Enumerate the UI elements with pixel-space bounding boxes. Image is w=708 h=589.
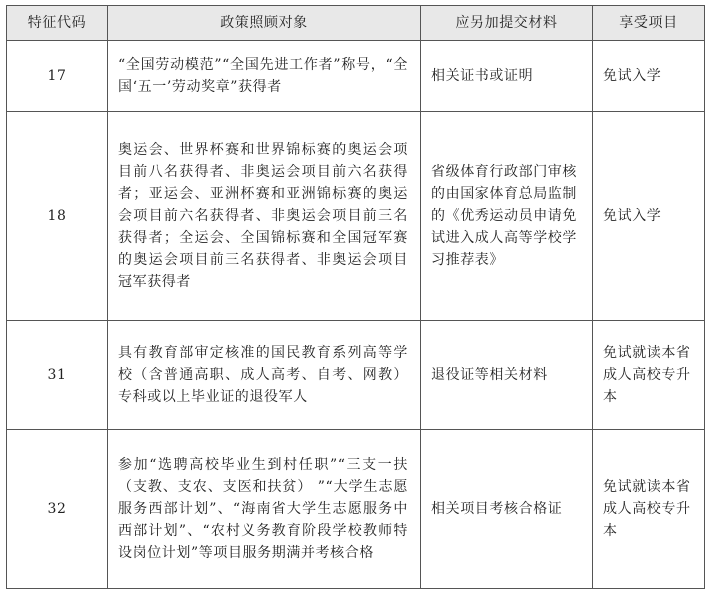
row-materials: 相关证书或证明: [421, 41, 593, 112]
row-object: 奥运会、世界杯赛和世界锦标赛的奥运会项目前八名获得者、非奥运会项目前六名获得者；亚运会、亚洲杯赛和亚洲锦标赛的奥运会项目前六名获得者、非奥运会项目前三名获得者；全运会、全国锦标赛和全国冠军赛的奥运会项目前三名获得者、非奥运会项目冠军获得者: [108, 112, 421, 321]
row-code: 18: [7, 112, 108, 321]
header-materials: 应另加提交材料: [421, 6, 593, 41]
row-benefit: 免试入学: [593, 41, 705, 112]
table-row: [7, 41, 705, 112]
header-code: 特征代码: [7, 6, 108, 41]
table-row: [7, 112, 705, 321]
table-row: [7, 321, 705, 430]
header-object: 政策照顾对象: [108, 6, 421, 41]
table-row: [7, 430, 705, 589]
row-object: “全国劳动模范”“全国先进工作者”称号，“全国‘五一’劳动奖章”获得者: [108, 41, 421, 112]
row-materials: 省级体育行政部门审核的由国家体育总局监制的《优秀运动员申请免试进入成人高等学校学习推荐表》: [421, 112, 593, 321]
row-benefit: 免试就读本省成人高校专升本: [593, 430, 705, 589]
row-benefit: 免试入学: [593, 112, 705, 321]
row-code: 32: [7, 430, 108, 589]
header-benefit: 享受项目: [593, 6, 705, 41]
row-materials: 相关项目考核合格证: [421, 430, 593, 589]
row-object: 参加“选聘高校毕业生到村任职”“三支一扶 （支教、支农、支医和扶贫） ”“大学生志愿服务西部计划”、“海南省大学生志愿服务中西部计划”、“农村义务教育阶段学校教师特设岗位计划”等项目服务期满并考核合格: [108, 430, 421, 589]
row-code: 31: [7, 321, 108, 430]
table-header-row: [7, 6, 705, 41]
row-object: 具有教育部审定核准的国民教育系列高等学校（含普通高职、成人高考、自考、网教）专科或以上毕业证的退役军人: [108, 321, 421, 430]
row-code: 17: [7, 41, 108, 112]
row-materials: 退役证等相关材料: [421, 321, 593, 430]
row-benefit: 免试就读本省成人高校专升本: [593, 321, 705, 430]
policy-table: [6, 5, 705, 589]
